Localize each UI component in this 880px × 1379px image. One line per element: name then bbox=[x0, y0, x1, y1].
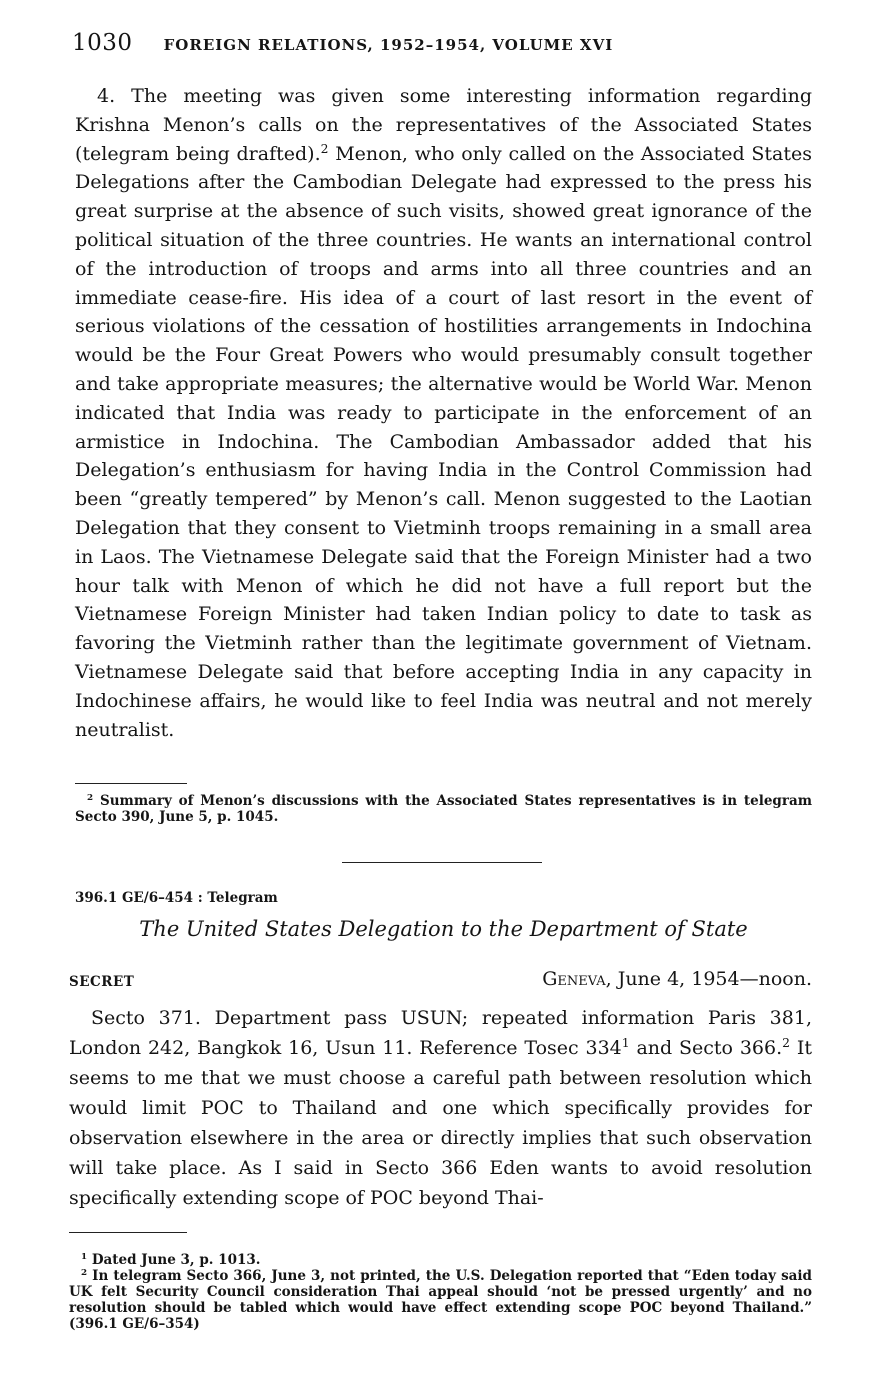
running-title: FOREIGN RELATIONS, 1952–1954, VOLUME XVI bbox=[163, 36, 614, 54]
dateline-place: Geneva bbox=[542, 968, 606, 990]
footnote-marker: 2 bbox=[87, 793, 94, 804]
footnote-2-secto-366 bbox=[69, 1268, 812, 1332]
footnote-text: Summary of Menon’s discussions with the Associated States representatives is in telegram Secto 390, June 5, p. 1045. bbox=[75, 793, 813, 825]
footnote-divider bbox=[75, 783, 187, 784]
footnote-ref[interactable]: 2 bbox=[782, 1036, 791, 1051]
telegram-body-start: Secto 371. Department pass USUN; repeated information Paris 381, London 242, Bangkok 16, Usun 11. Reference Tosec 334 bbox=[69, 1007, 812, 1059]
running-header bbox=[72, 30, 812, 62]
dateline-date: , June 4, 1954—noon. bbox=[605, 968, 812, 990]
footnote-ref[interactable]: 1 bbox=[621, 1036, 630, 1051]
telegram-body-end: It seems to me that we must choose a careful path between resolution which would limit POC to Thailand and one which specifically provides for observation elsewhere in the area or directly implies that such observation will take place. As I said in Secto 366 Eden wants to avoid resolution specifically extending scope of POC beyond Thai- bbox=[69, 1037, 812, 1209]
telegram-body bbox=[69, 1003, 812, 1213]
footnote-text: Dated June 3, p. 1013. bbox=[91, 1252, 261, 1268]
footnote-1-dated bbox=[69, 1252, 812, 1268]
page-number: 1030 bbox=[72, 30, 133, 56]
file-reference: 396.1 GE/6–454 : Telegram bbox=[75, 890, 278, 906]
footnote-2-summary bbox=[75, 793, 812, 825]
paragraph-4-text: 4. The meeting was given some interesting information regarding Krishna Menon’s calls on the representatives of the Associated States (telegram being drafted). bbox=[75, 85, 812, 165]
dateline bbox=[542, 968, 812, 990]
footnote-divider bbox=[69, 1232, 187, 1233]
classification-label: SECRET bbox=[69, 974, 135, 990]
footnote-marker: 2 bbox=[81, 1268, 88, 1279]
footnote-text: In telegram Secto 366, June 3, not printed, the U.S. Delegation reported that “Eden today said UK felt Security Council consideration Thai appeal should ‘not be pressed urgently’ and no resolution should be tabled which would have effect extending scope POC beyond Thailand.” (396.1 GE/6–354) bbox=[69, 1268, 812, 1332]
document-separator bbox=[342, 862, 542, 863]
paragraph-4-continuation: Menon, who only called on the Associated States Delegations after the Cambodian Delegate had expressed to the press his great surprise at the absence of such visits, showed great ignorance of the political situation of the three countries. He wants an international control of the introduction of troops and arms into all three countries and an immediate cease-fire. His idea of a court of last resort in the event of serious violations of the cessation of hostilities arrangements in Indochina would be the Four Great Powers who would presumably consult together and take appropriate measures; the alternative would be World War. Menon indicated that India was ready to participate in the enforcement of an armistice in Indochina. The Cambodian Ambassador added that his Delegation’s enthusiasm for having India in the Control Commission had been “greatly tempered” by Menon’s call. Menon suggested to the Laotian Delegation that they consent to Vietminh troops remaining in a small area in Laos. The Vietnamese Delegate said that the Foreign Minister had a two hour talk with Menon of which he did not have a full report but the Vietnamese Foreign Minister had taken Indian policy to date to task as favoring the Vietminh rather than the legitimate government of Vietnam. Vietnamese Delegate said that before accepting India in any capacity in Indochinese affairs, he would like to feel India was neutral and not merely neutralist. bbox=[75, 142, 812, 741]
telegram-body-mid: and Secto 366. bbox=[629, 1037, 783, 1059]
footnote-marker: 1 bbox=[81, 1252, 88, 1263]
footnote-ref[interactable]: 2 bbox=[320, 141, 329, 156]
paragraph-4 bbox=[75, 82, 812, 744]
document-title: The United States Delegation to the Department of State bbox=[139, 917, 748, 941]
